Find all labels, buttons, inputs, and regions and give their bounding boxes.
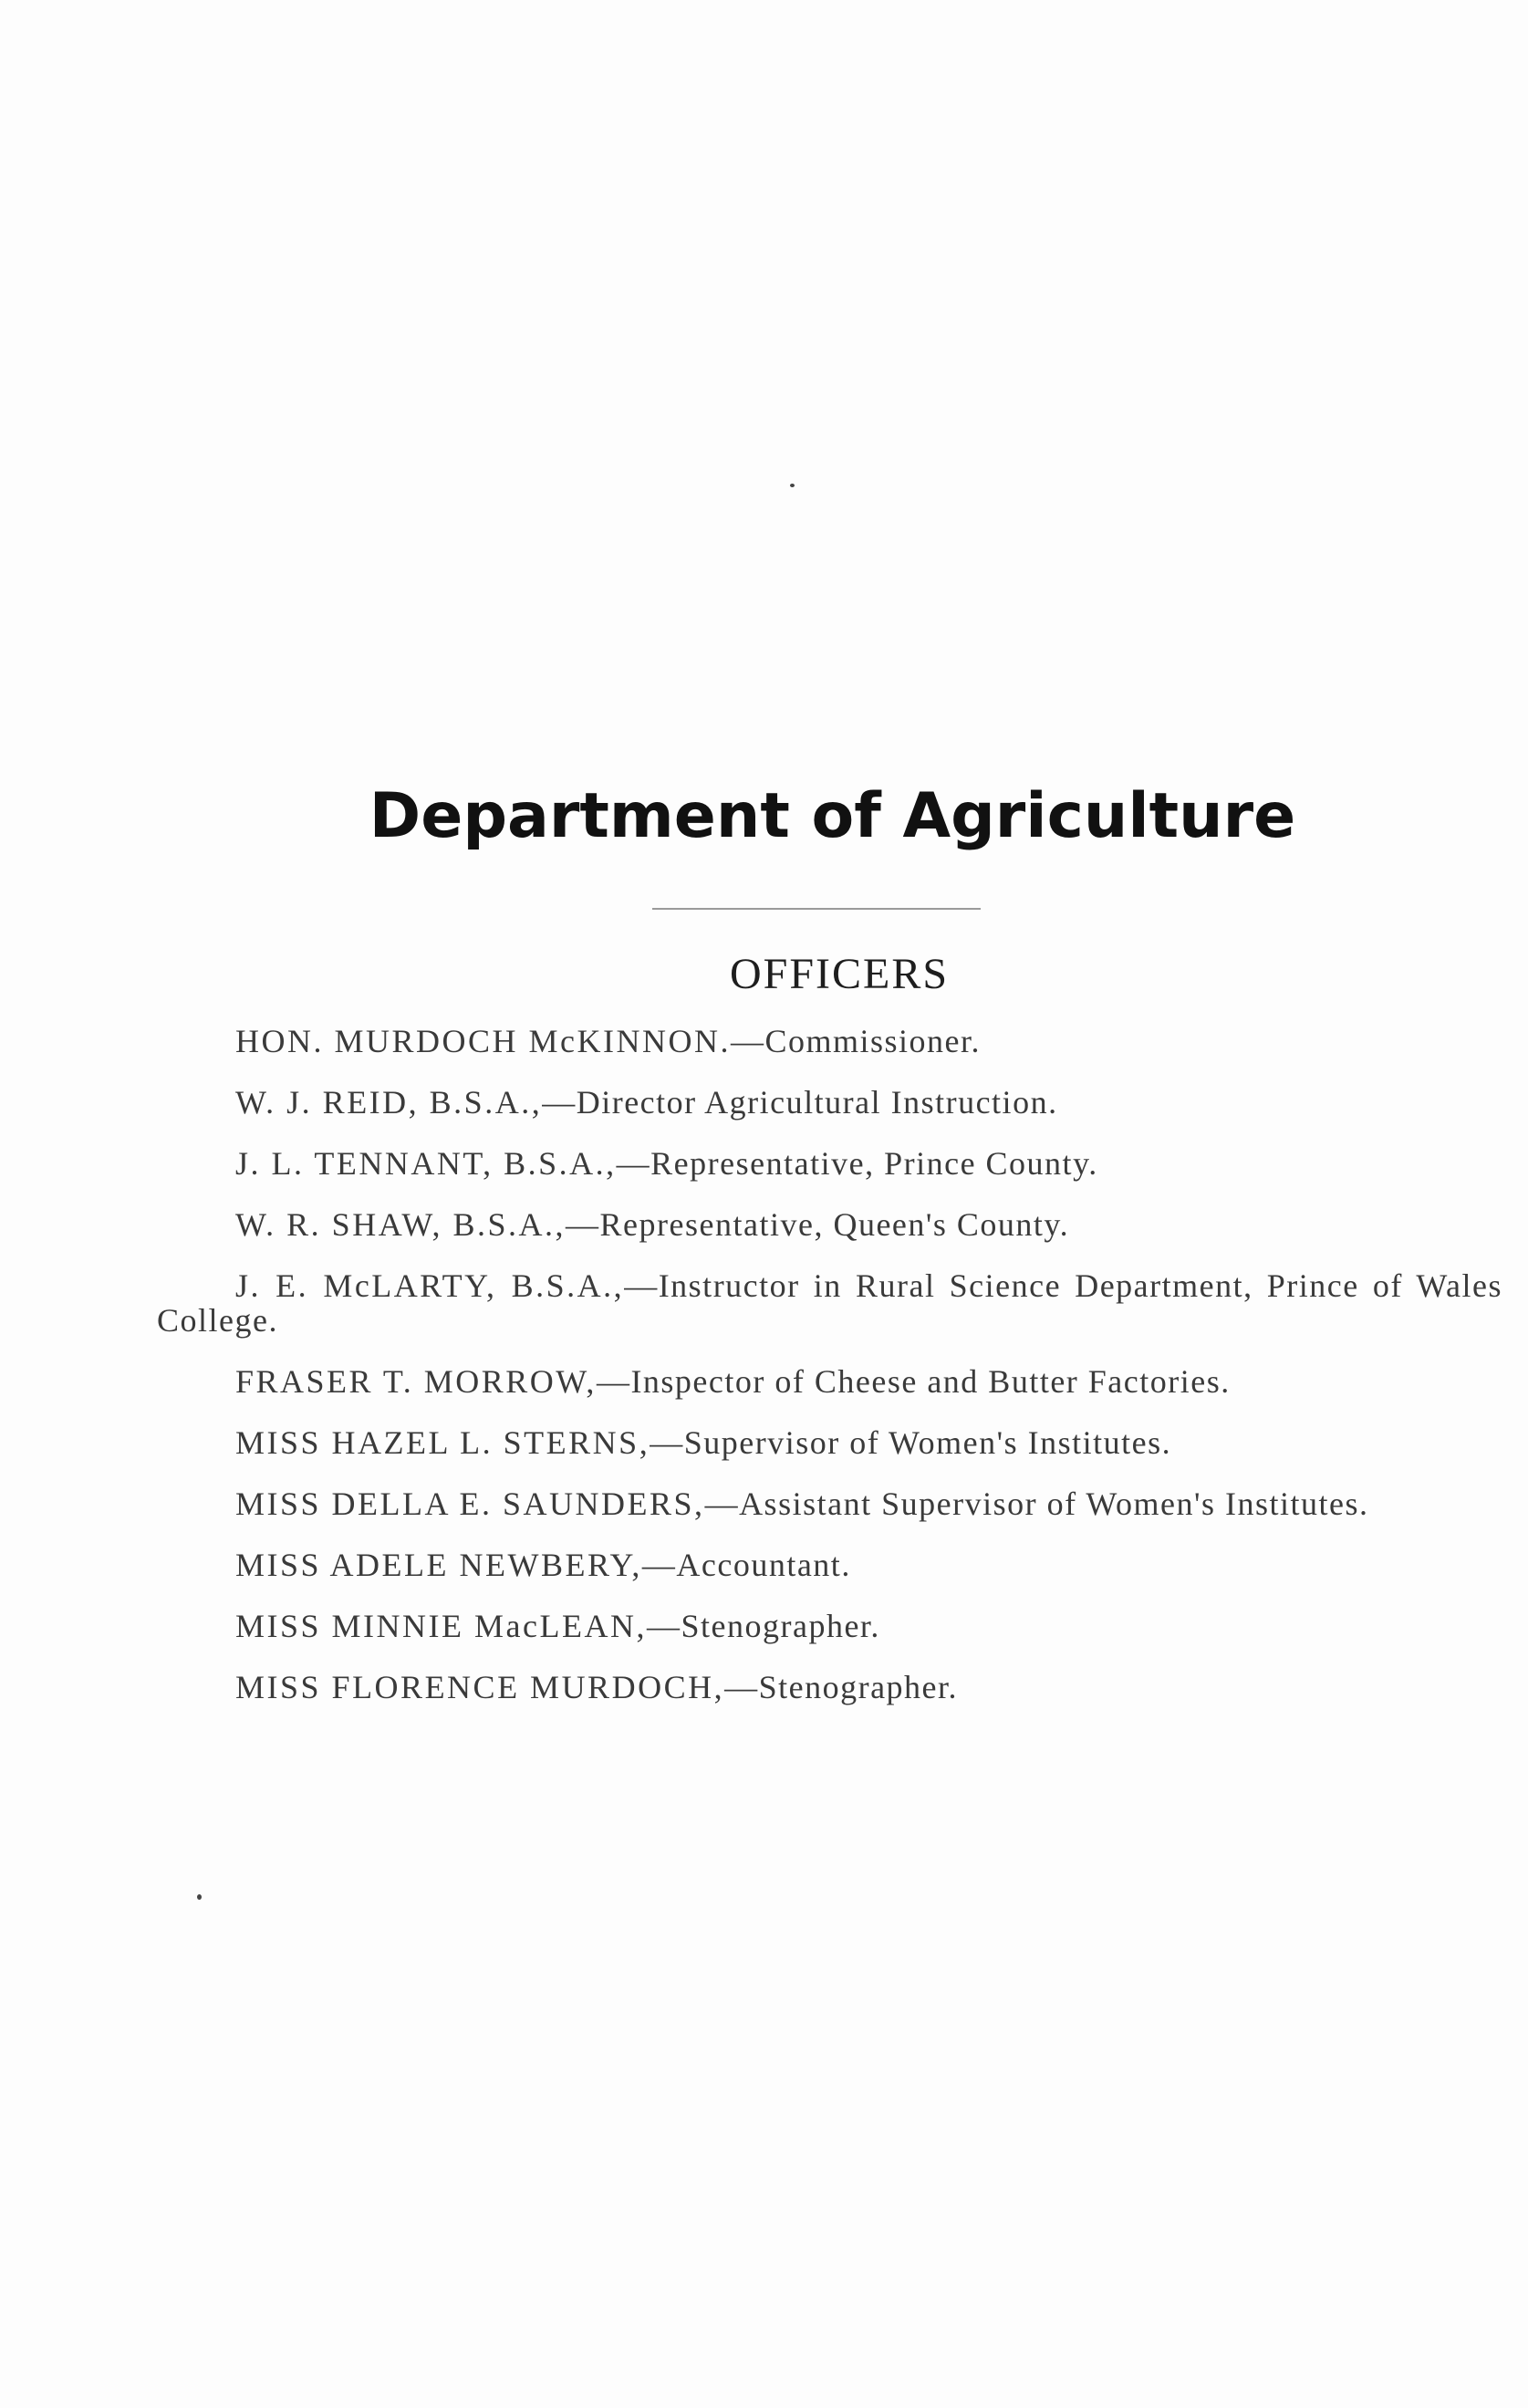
officer-role: —Director Agricultural Instruction. [542, 1084, 1058, 1121]
officer-name: FRASER T. MORROW, [235, 1363, 597, 1400]
officer-name: J. L. TENNANT, B.S.A., [235, 1145, 617, 1182]
officer-role: —Representative, Queen's County. [566, 1206, 1070, 1243]
officer-entry [157, 1425, 1502, 1460]
officer-entry [157, 1268, 1502, 1338]
officer-name: HON. MURDOCH McKINNON. [235, 1023, 731, 1059]
officer-role: —Stenographer. [646, 1608, 880, 1644]
officer-entry [157, 1670, 1502, 1704]
title-divider [652, 908, 981, 910]
officer-name: MISS DELLA E. SAUNDERS, [235, 1485, 705, 1522]
ink-speck [197, 1894, 202, 1900]
officer-entry [157, 1364, 1502, 1399]
officer-name: MISS ADELE NEWBERY, [235, 1547, 642, 1583]
officer-role: —Representative, Prince County. [616, 1145, 1098, 1182]
officer-entry [157, 1024, 1502, 1058]
officer-role: —Accountant. [641, 1547, 851, 1583]
officer-name: W. J. REID, B.S.A., [235, 1084, 543, 1121]
officer-role: —Supervisor of Women's Institutes. [650, 1424, 1172, 1461]
officer-entry [157, 1609, 1502, 1643]
officer-name: J. E. McLARTY, B.S.A., [235, 1267, 625, 1304]
officer-entry [157, 1486, 1502, 1521]
officer-role: —Assistant Supervisor of Women's Institutes. [704, 1485, 1369, 1522]
section-heading: OFFICERS [729, 950, 950, 998]
officer-name: MISS FLORENCE MURDOCH, [235, 1669, 725, 1705]
page-title: Department of Agriculture [369, 780, 1296, 852]
officer-role: —Commissioner. [731, 1023, 982, 1059]
officer-name: MISS MINNIE MacLEAN, [235, 1608, 647, 1644]
officer-role: —Inspector of Cheese and Butter Factories. [596, 1363, 1231, 1400]
officer-entry [157, 1548, 1502, 1582]
officers-list [157, 1024, 1502, 1731]
officer-role: —Instructor in Rural Science Department, Prince of Wales College. [157, 1267, 1502, 1339]
officer-name: MISS HAZEL L. STERNS, [235, 1424, 650, 1461]
officer-entry [157, 1146, 1502, 1181]
officer-role: —Stenographer. [724, 1669, 959, 1705]
officer-entry [157, 1085, 1502, 1120]
ink-speck [790, 484, 795, 487]
officer-name: W. R. SHAW, B.S.A., [235, 1206, 567, 1243]
officer-entry [157, 1207, 1502, 1242]
